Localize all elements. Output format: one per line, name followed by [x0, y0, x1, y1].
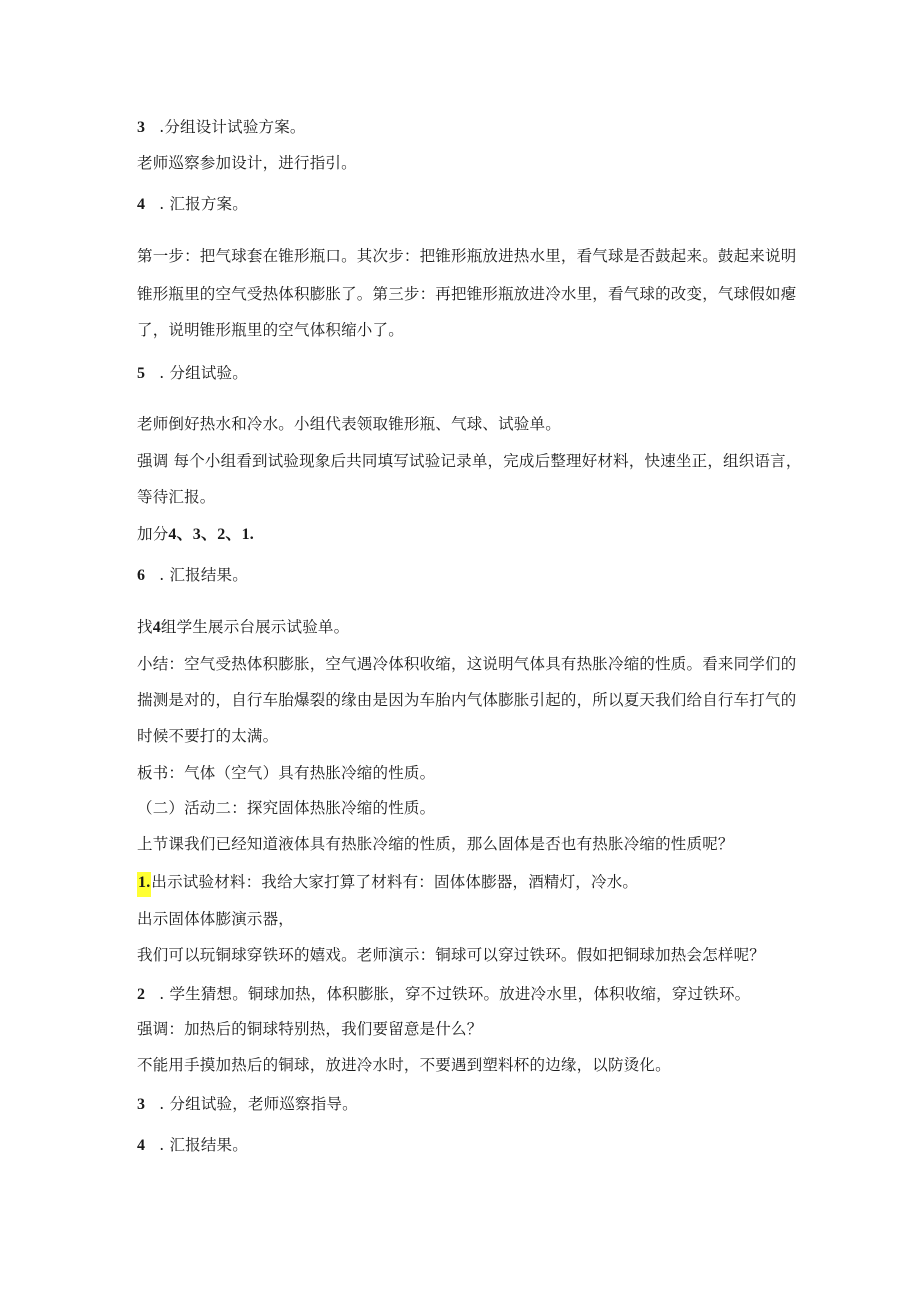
- step-text: . 汇报结果。: [159, 1136, 248, 1154]
- step-5-heading: [137, 362, 248, 385]
- paragraph-line: 时候不要打的太满。: [137, 727, 279, 745]
- step-text: . 汇报结果。: [159, 566, 248, 584]
- paragraph-line: 老师倒好热水和冷水。小组代表领取锥形瓶、气球、试验单。: [137, 415, 561, 433]
- group-prefix: 找: [137, 618, 153, 636]
- step-2-line: [137, 983, 750, 1006]
- step-text: 出示试验材料：我给大家打算了材料有：固体体膨器，酒精灯，冷水。: [151, 873, 639, 891]
- step-text: . 分组试验。: [159, 364, 248, 382]
- paragraph-line: 揣测是对的，自行车胎爆裂的缘由是因为车胎内气体膨胀引起的，所以夏天我们给自行车打气的: [137, 691, 797, 709]
- step-6-heading: [137, 564, 248, 587]
- step-text: . 分组试验，老师巡察指导。: [159, 1095, 358, 1113]
- step-4-heading: [137, 193, 248, 216]
- group-number: 4: [152, 619, 161, 636]
- step-1-line: [137, 871, 638, 894]
- step-number: 4: [137, 1137, 146, 1154]
- step-number: 3: [137, 1096, 146, 1113]
- step-number: 6: [137, 567, 146, 584]
- paragraph-line: 等待汇报。: [137, 488, 216, 506]
- paragraph-line: 老师巡察参加设计，进行指引。: [137, 154, 357, 172]
- paragraph-line: 强调：加热后的铜球特别热，我们要留意是什么？: [137, 1020, 483, 1038]
- group-display-line: [137, 616, 349, 639]
- section-heading: （二）活动二：探究固体热胀冷缩的性质。: [137, 799, 436, 817]
- step-text: . 学生猜想。铜球加热，体积膨胀，穿不过铁环。放进冷水里，体积收缩，穿过铁环。: [159, 985, 751, 1003]
- bonus-points-line: [137, 523, 254, 546]
- paragraph-line: 不能用手摸加热后的铜球，放进冷水时，不要遇到塑料杯的边缘，以防烫化。: [137, 1056, 671, 1074]
- step-3b-heading: [137, 1093, 358, 1116]
- paragraph-line: 我们可以玩铜球穿铁环的嬉戏。老师演示：铜球可以穿过铁环。假如把铜球加热会怎样呢？: [137, 946, 766, 964]
- step-number: 5: [137, 365, 146, 382]
- group-text: 组学生展示台展示试验单。: [160, 618, 350, 636]
- step-4b-heading: [137, 1134, 248, 1157]
- step-number: 3: [137, 119, 146, 136]
- paragraph-line: 第一步：把气球套在锥形瓶口。其次步：把锥形瓶放进热水里，看气球是否鼓起来。鼓起来说明: [137, 247, 797, 265]
- highlighted-step-number: 1.: [137, 872, 151, 897]
- paragraph-line: 强调 每个小组看到试验现象后共同填写试验记录单，完成后整理好材料，快速坐正，组织语言，: [137, 452, 802, 470]
- step-text: .分组设计试验方案。: [159, 118, 306, 136]
- paragraph-line: 小结：空气受热体积膨胀，空气遇冷体积收缩，这说明气体具有热胀冷缩的性质。看来同学们的: [137, 655, 797, 673]
- paragraph-line: 了，说明锥形瓶里的空气体积缩小了。: [137, 321, 404, 339]
- paragraph-line: 板书：气体（空气）具有热胀冷缩的性质。: [137, 764, 436, 782]
- paragraph-line: 锥形瓶里的空气受热体积膨胀了。第三步：再把锥形瓶放进冷水里，看气球的改变，气球假如瘪: [137, 285, 797, 303]
- step-text: . 汇报方案。: [159, 195, 248, 213]
- paragraph-line: 出示固体体膨演示器，: [137, 910, 295, 928]
- step-number: 4: [137, 196, 146, 213]
- paragraph-line: 上节课我们已经知道液体具有热胀冷缩的性质，那么固体是否也有热胀冷缩的性质呢？: [137, 835, 734, 853]
- step-3-heading: [137, 116, 306, 139]
- step-number: 2: [137, 986, 146, 1003]
- bonus-label: 加分: [137, 525, 169, 543]
- bonus-values: 4、3、2、1.: [168, 526, 255, 543]
